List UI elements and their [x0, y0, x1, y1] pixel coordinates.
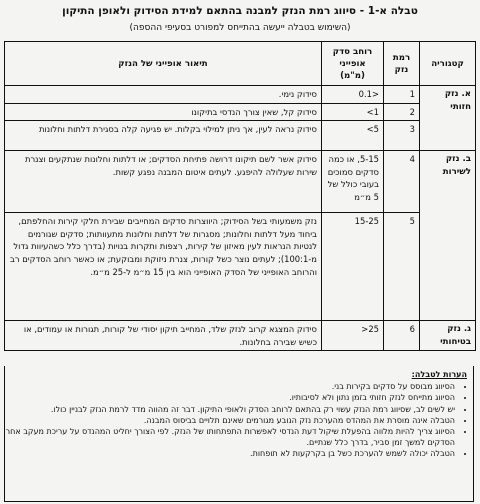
level-cell: 5: [384, 213, 420, 321]
crack-width-cell: <0.1: [322, 86, 384, 104]
table-row: [5, 121, 476, 151]
description-cell: סידוק אשר לשם תיקונו דרושה פתיחת הסדקים; או דלתות וחלונות שנתקעים וצנרת שירות שעלולה להיפגע. לעתים איטום המבנה נפגע קשות.: [5, 151, 322, 213]
header-level: רמת נזק: [384, 42, 420, 86]
table-row: [5, 151, 476, 213]
crack-width-cell: 5>: [322, 121, 384, 151]
description-cell: סידוק נימי.: [5, 86, 322, 104]
table-row: [5, 86, 476, 104]
description-cell: נזק משמעותי בשל הסידוק; היווצרות סדקים המחייבים שבירת חלקי קירות והחלפתם, ביחוד מעל דלתות וחלונות; מסגרות של דלתות וחלונות מתעוותות; סדקים שגורמים לנטיות הנראות לעין מאיזון של קירות, רצפות ותקרות בנויות (בדרך כלל כשהעיוות גדול מ-100:1); לעתים נוצר כשל קורות, צנרת ניזוקת ומבוקעת; או כאשר רוחב הסדקים רב והרוחב האופייני של הסדק האופייני הוא בין 15 מ״מ ל-25 מ״מ.: [5, 213, 322, 321]
level-cell: 1: [384, 86, 420, 104]
notes-title: הערות לטבלה:: [411, 370, 467, 379]
note-item: • יש לשים לב, שסיווג רמת הנזק עשוי רק בהתאם לרוחב הסדק ולאופי התיקון. דבר זה מהווה מדד לרמת הנזק לבניין כולו.: [5, 404, 455, 415]
description-cell: סידוק קל, שאין צורך הנדסי בתיקונו: [5, 103, 322, 121]
level-cell: 3: [384, 121, 420, 151]
crack-width-cell: 15-25: [322, 213, 384, 321]
table-row: [5, 213, 476, 321]
table-row: [5, 103, 476, 121]
category-safety: ג. נזק בטיחותי: [420, 321, 476, 351]
category-service: ב. נזק לשירות: [420, 151, 476, 321]
description-cell: סידוק המצגא קרוב לנזק שלד, המחייב תיקון יסודי של קורות, תגורות או עמודים, או כשיש שבירה בחלונות.: [5, 321, 322, 351]
level-cell: 4: [384, 151, 420, 213]
table-notes: [4, 366, 474, 502]
note-item: • הטבלה יכולה לשמש להערכת כשל בן בקרקעות לא תופחות.: [5, 448, 455, 459]
crack-width-cell: 25<: [322, 321, 384, 351]
crack-width-cell: 5-15, או כמה סדקים סמוכים בעובי כולל של 5 מ״מ: [322, 151, 384, 213]
description-cell: סידוק נראה לעין, אך ניתן למילוי בקלות. יש פגיעה קלה בסגירת דלתות וחלונות: [5, 121, 322, 151]
level-cell: 2: [384, 103, 420, 121]
note-item: • הטבלה אינה מוסרת את המהדס מהערכת נזק הנובע מגורמים שאינם תלויים בביסוס המבנה.: [5, 415, 455, 426]
table-row: [5, 321, 476, 351]
table-title: טבלה א-1 - סיווג רמת הנזק למבנה בהתאם למידת הסידוק ולאופן התיקון: [62, 5, 418, 17]
level-cell: 6: [384, 321, 420, 351]
table-header-row: [5, 42, 476, 86]
header-description: תיאור אופייני של הנזק: [5, 42, 322, 86]
category-aesthetic: א. נזק חזותי: [420, 86, 476, 151]
crack-width-cell: 1>: [322, 103, 384, 121]
note-item: • הסיווג מבוסס על סדקים בקירות בני.: [5, 381, 455, 392]
note-item: • הסיווג צריך להיות מלווה בהפעלת שיקול דעת הנדסי לאפשרות התפתחותו של הנזק. לפי הצורך יחליט המהנדס על עריכת מעקב אחר הסדקים למשך זמן סביר, בדרך כלל שנתיים.: [5, 426, 455, 448]
header-category: קטגוריה: [420, 42, 476, 86]
damage-classification-table: [4, 41, 476, 351]
table-subtitle: (השימוש בטבלה ייעשה בהתייחס למפורט בסעיפי ההספה): [129, 23, 351, 33]
note-item: • הסיווג מתייחס לנזק חזותי בזמן נתון ולא לסיבותיו.: [5, 392, 455, 403]
notes-list: [5, 381, 467, 459]
header-crack-width: רוחב סדק אופייני (מ"מ): [322, 42, 384, 86]
